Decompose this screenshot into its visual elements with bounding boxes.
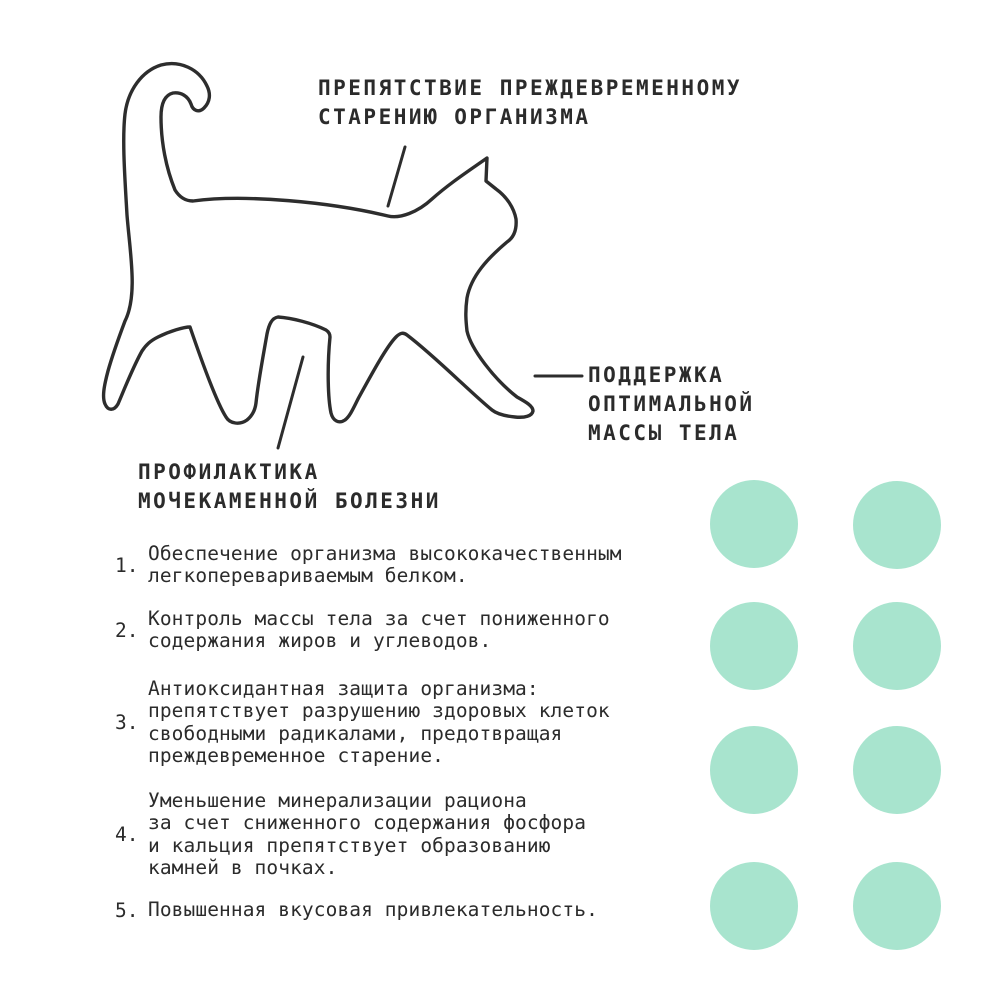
callout-line-urinary: [278, 357, 303, 448]
benefit-number: 5.: [115, 899, 139, 922]
benefit-number: 1.: [115, 553, 139, 577]
benefit-line: Повышенная вкусовая привлекательность.: [148, 898, 598, 922]
benefit-item: [115, 790, 586, 880]
benefit-item: [115, 543, 622, 588]
benefit-line: преждевременное старение.: [148, 744, 444, 768]
decor-circle: [853, 726, 941, 814]
callout-label-urinary: [138, 458, 441, 516]
decor-circle: [853, 862, 941, 950]
decor-circle: [710, 602, 798, 690]
benefit-number: 4.: [115, 823, 139, 847]
callout-line-aging: [388, 147, 405, 206]
benefit-line: свободными радикалами, предотвращая: [148, 721, 563, 745]
callout-label-line: ОПТИМАЛЬНОЙ: [588, 392, 755, 416]
callout-label-line: СТАРЕНИЮ ОРГАНИЗМА: [318, 105, 591, 129]
benefit-number: 2.: [115, 618, 139, 642]
callout-label-line: ПОДДЕРЖКА: [588, 363, 725, 387]
decor-circle: [710, 480, 798, 568]
benefit-item: [115, 678, 610, 768]
decor-circle: [710, 726, 798, 814]
decor-circle: [853, 481, 941, 569]
callout-label-line: МОЧЕКАМЕННОЙ БОЛЕЗНИ: [138, 489, 441, 513]
benefit-line: за счет сниженного содержания фосфора: [148, 811, 587, 835]
benefit-line: содержания жиров и углеводов.: [148, 629, 492, 653]
callout-label-weight: [588, 361, 755, 448]
benefit-line: легкоперевариваемым белком.: [148, 564, 468, 588]
decor-circle: [853, 602, 941, 690]
benefit-line: Уменьшение минерализации рациона: [148, 789, 527, 812]
benefit-item: [115, 608, 610, 653]
callout-label-line: ПРОФИЛАКТИКА: [138, 460, 320, 484]
benefit-line: Антиоксидантная защита организма:: [148, 677, 539, 700]
decor-circle: [710, 862, 798, 950]
benefit-line: и кальция препятствует образованию: [148, 833, 551, 857]
benefit-line: Контроль массы тела за счет пониженного: [148, 607, 610, 630]
benefit-line: Обеспечение организма высококачественным: [148, 542, 622, 565]
callout-label-line: ПРЕПЯТСТВИЕ ПРЕЖДЕВРЕМЕННОМУ: [318, 76, 743, 100]
benefit-line: препятствует разрушению здоровых клеток: [148, 699, 610, 723]
callout-label-aging: [318, 74, 742, 132]
benefit-number: 3.: [115, 711, 139, 735]
callout-label-line: МАССЫ ТЕЛА: [588, 421, 740, 445]
benefit-line: камней в почках.: [148, 856, 338, 880]
benefit-item: [115, 899, 598, 922]
